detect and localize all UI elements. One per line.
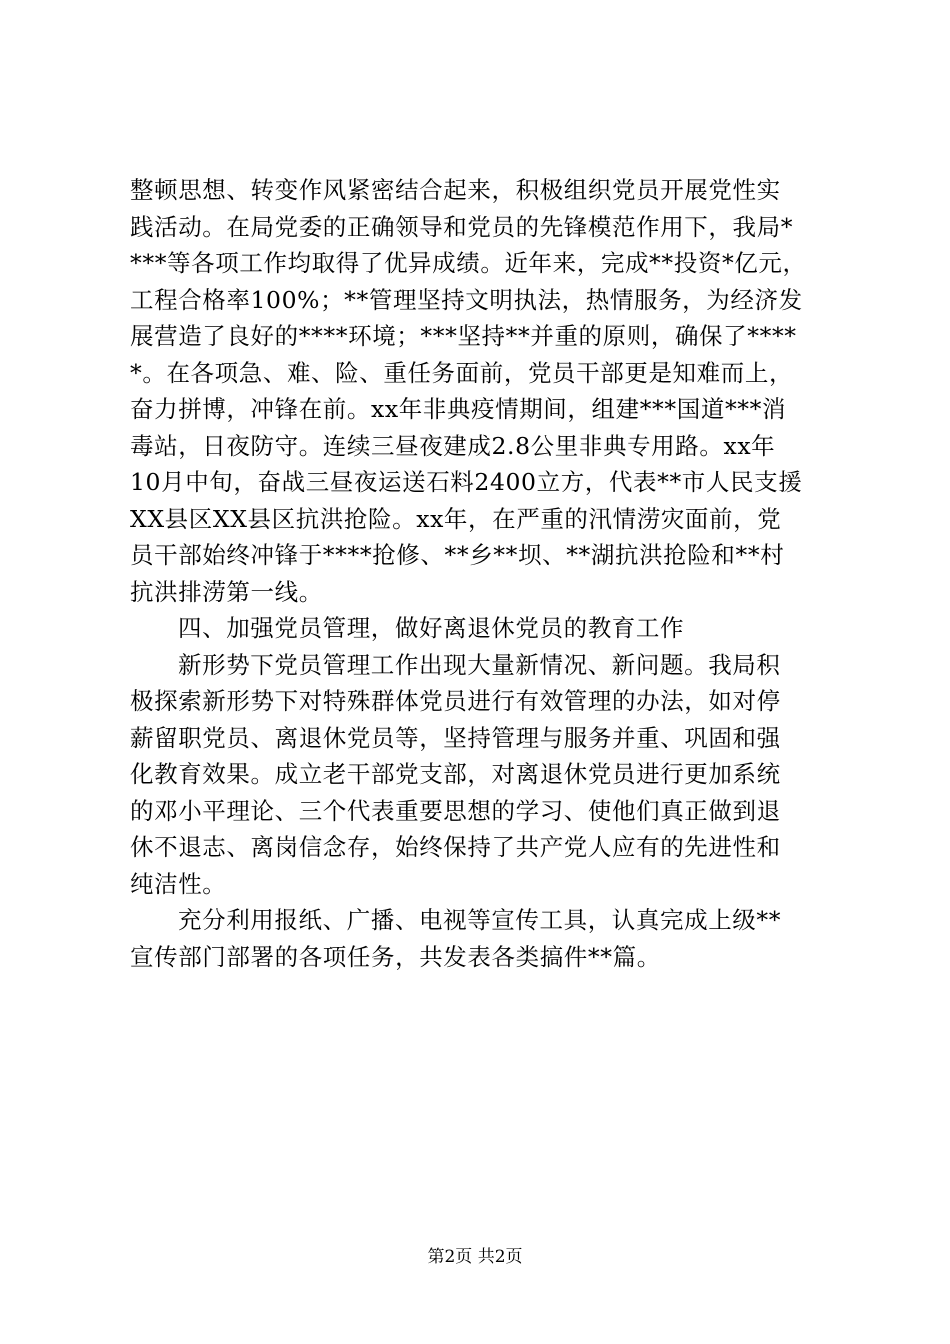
text-line: 奋力拼博，冲锋在前。xx年非典疫情期间，组建***国道***消 — [130, 395, 787, 423]
text-line: 纯洁性。 — [130, 869, 227, 898]
text-line: 工程合格率100%；**管理坚持文明执法，热情服务，为经济发 — [130, 285, 803, 314]
document-body — [130, 172, 830, 975]
text-line: *。在各项急、难、险、重任务面前，党员干部更是知难而上， — [130, 358, 794, 387]
text-line: 的邓小平理论、三个代表重要思想的学习、使他们真正做到退 — [130, 796, 781, 825]
text-line: 薪留职党员、离退休党员等，坚持管理与服务并重、巩固和强 — [130, 723, 781, 752]
text-line: 员干部始终冲锋于****抢修、**乡**坝、**湖抗洪抢险和**村 — [130, 541, 785, 569]
text-line: 极探索新形势下对特殊群体党员进行有效管理的办法，如对停 — [130, 687, 781, 715]
text-line: XX县区XX县区抗洪抢险。xx年，在严重的汛情涝灾面前，党 — [130, 504, 782, 533]
text-line: ***等各项工作均取得了优异成绩。近年来，完成**投资*亿元， — [130, 249, 807, 277]
paragraph-start-line: 充分利用报纸、广播、电视等宣传工具，认真完成上级** — [178, 906, 782, 934]
text-line: 10月中旬，奋战三昼夜运送石料2400立方，代表**市人民支援 — [130, 468, 803, 496]
text-line: 休不退志、离岗信念存，始终保持了共产党人应有的先进性和 — [130, 833, 781, 861]
text-line: 整顿思想、转变作风紧密结合起来，积极组织党员开展党性实 — [130, 176, 781, 204]
page-footer — [0, 1247, 950, 1267]
paragraph-start-line: 新形势下党员管理工作出现大量新情况、新问题。我局积 — [178, 650, 781, 679]
text-line: 抗洪排涝第一线。 — [130, 577, 323, 606]
text-line: 宣传部门部署的各项任务，共发表各类搞件**篇。 — [130, 942, 661, 971]
text-line: 毒站，日夜防守。连续三昼夜建成2.8公里非典专用路。xx年 — [130, 431, 776, 460]
text-line: 化教育效果。成立老干部党支部，对离退休党员进行更加系统 — [130, 760, 781, 788]
page-number-label: 第2页 共2页 — [427, 1247, 523, 1267]
section-heading: 四、加强党员管理，做好离退休党员的教育工作 — [178, 614, 685, 642]
text-line: 践活动。在局党委的正确领导和党员的先锋模范作用下，我局* — [130, 212, 794, 241]
text-line: 展营造了良好的****环境；***坚持**并重的原则，确保了**** — [130, 322, 797, 350]
